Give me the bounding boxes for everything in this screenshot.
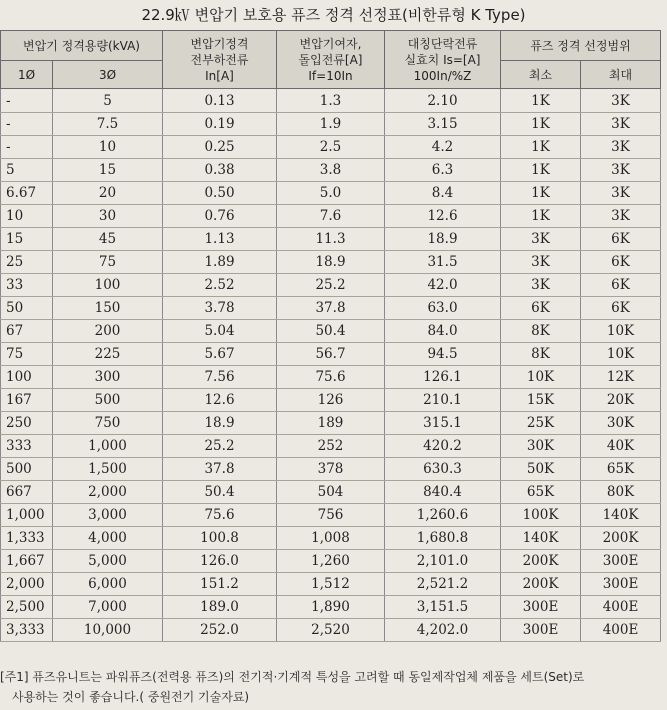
cell-short-circuit: 18.9 [385, 228, 501, 251]
cell-inrush-current: 3.8 [277, 159, 385, 182]
cell-inrush-current: 75.6 [277, 366, 385, 389]
cell-rated-current: 189.0 [163, 596, 277, 619]
cell-inrush-current: 1,890 [277, 596, 385, 619]
cell-fuse-min: 3K [501, 274, 581, 297]
table-row [1, 412, 661, 435]
cell-fuse-min: 200K [501, 550, 581, 573]
cell-rated-current: 100.8 [163, 527, 277, 550]
cell-inrush-current: 11.3 [277, 228, 385, 251]
cell-short-circuit: 63.0 [385, 297, 501, 320]
cell-fuse-min: 3K [501, 228, 581, 251]
cell-rated-current: 2.52 [163, 274, 277, 297]
cell-1-phase: 15 [1, 228, 53, 251]
cell-rated-current: 0.76 [163, 205, 277, 228]
cell-inrush-current: 5.0 [277, 182, 385, 205]
table-row [1, 458, 661, 481]
table-row [1, 228, 661, 251]
cell-rated-current: 37.8 [163, 458, 277, 481]
cell-rated-current: 151.2 [163, 573, 277, 596]
cell-fuse-max: 6K [581, 251, 661, 274]
cell-inrush-current: 2,520 [277, 619, 385, 642]
table-row [1, 573, 661, 596]
cell-3-phase: 3,000 [53, 504, 163, 527]
cell-short-circuit: 3,151.5 [385, 596, 501, 619]
cell-1-phase: - [1, 136, 53, 159]
cell-inrush-current: 756 [277, 504, 385, 527]
cell-fuse-max: 30K [581, 412, 661, 435]
cell-3-phase: 200 [53, 320, 163, 343]
header-fuse-range: 퓨즈 정격 선정범위 [501, 31, 661, 61]
cell-fuse-min: 1K [501, 182, 581, 205]
header-rated-current-line: 변압기정격 [190, 36, 249, 51]
header-capacity: 변압기 정격용량(kVA) [1, 31, 163, 61]
cell-inrush-current: 7.6 [277, 205, 385, 228]
cell-3-phase: 1,500 [53, 458, 163, 481]
cell-short-circuit: 420.2 [385, 435, 501, 458]
cell-fuse-min: 15K [501, 389, 581, 412]
cell-3-phase: 500 [53, 389, 163, 412]
cell-3-phase: 1,000 [53, 435, 163, 458]
cell-fuse-max: 3K [581, 136, 661, 159]
cell-fuse-min: 65K [501, 481, 581, 504]
footnote-line: 사용하는 것이 좋습니다.( 중원전기 기술자료) [12, 690, 250, 704]
header-rated-current [163, 31, 277, 89]
cell-3-phase: 6,000 [53, 573, 163, 596]
cell-fuse-min: 8K [501, 343, 581, 366]
cell-fuse-min: 100K [501, 504, 581, 527]
cell-1-phase: 100 [1, 366, 53, 389]
cell-1-phase: 3,333 [1, 619, 53, 642]
cell-rated-current: 0.25 [163, 136, 277, 159]
cell-fuse-max: 140K [581, 504, 661, 527]
cell-fuse-min: 6K [501, 297, 581, 320]
cell-rated-current: 126.0 [163, 550, 277, 573]
header-rated-current-line: 전부하전류 [190, 52, 249, 67]
table-row [1, 89, 661, 113]
cell-fuse-min: 1K [501, 136, 581, 159]
cell-fuse-min: 1K [501, 89, 581, 113]
cell-3-phase: 15 [53, 159, 163, 182]
cell-rated-current: 5.67 [163, 343, 277, 366]
fuse-rating-table [0, 30, 661, 642]
cell-inrush-current: 50.4 [277, 320, 385, 343]
cell-fuse-min: 1K [501, 205, 581, 228]
cell-fuse-min: 140K [501, 527, 581, 550]
header-inrush-current [277, 31, 385, 89]
cell-fuse-max: 6K [581, 274, 661, 297]
cell-fuse-max: 3K [581, 89, 661, 113]
cell-fuse-min: 200K [501, 573, 581, 596]
cell-rated-current: 1.89 [163, 251, 277, 274]
cell-inrush-current: 1.3 [277, 89, 385, 113]
cell-inrush-current: 1,260 [277, 550, 385, 573]
cell-1-phase: 1,667 [1, 550, 53, 573]
cell-fuse-max: 6K [581, 297, 661, 320]
cell-3-phase: 5 [53, 89, 163, 113]
cell-3-phase: 45 [53, 228, 163, 251]
cell-short-circuit: 1,680.8 [385, 527, 501, 550]
cell-inrush-current: 25.2 [277, 274, 385, 297]
cell-1-phase: 2,000 [1, 573, 53, 596]
cell-rated-current: 50.4 [163, 481, 277, 504]
cell-short-circuit: 2,101.0 [385, 550, 501, 573]
cell-1-phase: 333 [1, 435, 53, 458]
cell-inrush-current: 126 [277, 389, 385, 412]
table-row [1, 504, 661, 527]
cell-short-circuit: 4.2 [385, 136, 501, 159]
cell-short-circuit: 8.4 [385, 182, 501, 205]
cell-1-phase: 2,500 [1, 596, 53, 619]
header-rated-current-line: In[A] [205, 68, 234, 83]
cell-fuse-min: 1K [501, 113, 581, 136]
table-row [1, 320, 661, 343]
cell-short-circuit: 12.6 [385, 205, 501, 228]
cell-1-phase: 5 [1, 159, 53, 182]
cell-short-circuit: 31.5 [385, 251, 501, 274]
cell-rated-current: 0.50 [163, 182, 277, 205]
table-row [1, 274, 661, 297]
cell-3-phase: 5,000 [53, 550, 163, 573]
cell-short-circuit: 315.1 [385, 412, 501, 435]
table-row [1, 481, 661, 504]
cell-inrush-current: 1.9 [277, 113, 385, 136]
cell-fuse-max: 400E [581, 619, 661, 642]
header-inrush-current-line: If=10In [308, 68, 353, 83]
cell-short-circuit: 126.1 [385, 366, 501, 389]
cell-3-phase: 225 [53, 343, 163, 366]
cell-1-phase: 75 [1, 343, 53, 366]
cell-short-circuit: 94.5 [385, 343, 501, 366]
cell-rated-current: 12.6 [163, 389, 277, 412]
cell-1-phase: 500 [1, 458, 53, 481]
table-row [1, 550, 661, 573]
table-row [1, 251, 661, 274]
table-row [1, 366, 661, 389]
cell-fuse-max: 20K [581, 389, 661, 412]
header-short-circuit-line: 대칭단락전류 [407, 36, 478, 51]
cell-3-phase: 750 [53, 412, 163, 435]
cell-inrush-current: 252 [277, 435, 385, 458]
cell-short-circuit: 840.4 [385, 481, 501, 504]
cell-fuse-max: 200K [581, 527, 661, 550]
cell-inrush-current: 1,512 [277, 573, 385, 596]
cell-fuse-max: 300E [581, 550, 661, 573]
header-short-circuit-line: 100In/%Z [413, 68, 472, 83]
cell-short-circuit: 2,521.2 [385, 573, 501, 596]
header-short-circuit-line: 실효치 Is=[A] [404, 52, 481, 67]
cell-1-phase: 1,000 [1, 504, 53, 527]
cell-1-phase: 6.67 [1, 182, 53, 205]
cell-1-phase: 1,333 [1, 527, 53, 550]
cell-short-circuit: 4,202.0 [385, 619, 501, 642]
cell-inrush-current: 37.8 [277, 297, 385, 320]
cell-1-phase: 25 [1, 251, 53, 274]
table-row [1, 619, 661, 642]
cell-1-phase: 10 [1, 205, 53, 228]
cell-fuse-max: 300E [581, 573, 661, 596]
cell-fuse-min: 1K [501, 159, 581, 182]
table-row [1, 136, 661, 159]
cell-3-phase: 7,000 [53, 596, 163, 619]
cell-rated-current: 0.19 [163, 113, 277, 136]
cell-fuse-min: 25K [501, 412, 581, 435]
table-title: 22.9㎸ 변압기 보호용 퓨즈 정격 선정표(비한류형 K Type) [141, 6, 526, 24]
cell-1-phase: - [1, 113, 53, 136]
cell-fuse-max: 65K [581, 458, 661, 481]
cell-short-circuit: 210.1 [385, 389, 501, 412]
cell-3-phase: 20 [53, 182, 163, 205]
cell-rated-current: 1.13 [163, 228, 277, 251]
cell-rated-current: 252.0 [163, 619, 277, 642]
cell-inrush-current: 189 [277, 412, 385, 435]
cell-fuse-min: 30K [501, 435, 581, 458]
header-min: 최소 [501, 61, 581, 89]
cell-fuse-max: 3K [581, 205, 661, 228]
cell-fuse-max: 6K [581, 228, 661, 251]
cell-fuse-max: 10K [581, 320, 661, 343]
cell-short-circuit: 3.15 [385, 113, 501, 136]
footnote [0, 667, 667, 707]
table-row [1, 159, 661, 182]
cell-3-phase: 100 [53, 274, 163, 297]
header-phase-3: 3Ø [53, 61, 163, 89]
table-row [1, 527, 661, 550]
cell-rated-current: 7.56 [163, 366, 277, 389]
cell-inrush-current: 18.9 [277, 251, 385, 274]
cell-1-phase: 50 [1, 297, 53, 320]
cell-fuse-max: 40K [581, 435, 661, 458]
cell-1-phase: 667 [1, 481, 53, 504]
cell-inrush-current: 1,008 [277, 527, 385, 550]
cell-short-circuit: 2.10 [385, 89, 501, 113]
header-max: 최대 [581, 61, 661, 89]
cell-fuse-min: 50K [501, 458, 581, 481]
cell-rated-current: 75.6 [163, 504, 277, 527]
cell-1-phase: 33 [1, 274, 53, 297]
cell-fuse-min: 300E [501, 619, 581, 642]
table-row [1, 596, 661, 619]
cell-1-phase: - [1, 89, 53, 113]
cell-1-phase: 250 [1, 412, 53, 435]
cell-fuse-max: 3K [581, 182, 661, 205]
cell-short-circuit: 42.0 [385, 274, 501, 297]
cell-inrush-current: 56.7 [277, 343, 385, 366]
cell-fuse-max: 400E [581, 596, 661, 619]
cell-fuse-min: 3K [501, 251, 581, 274]
cell-inrush-current: 2.5 [277, 136, 385, 159]
cell-fuse-max: 80K [581, 481, 661, 504]
cell-3-phase: 10,000 [53, 619, 163, 642]
cell-fuse-min: 300E [501, 596, 581, 619]
table-row [1, 182, 661, 205]
cell-short-circuit: 1,260.6 [385, 504, 501, 527]
header-inrush-current-line: 변압기여자, [299, 36, 362, 51]
cell-1-phase: 167 [1, 389, 53, 412]
cell-fuse-max: 3K [581, 113, 661, 136]
cell-3-phase: 2,000 [53, 481, 163, 504]
table-row [1, 297, 661, 320]
cell-short-circuit: 630.3 [385, 458, 501, 481]
cell-inrush-current: 504 [277, 481, 385, 504]
header-short-circuit [385, 31, 501, 89]
cell-3-phase: 10 [53, 136, 163, 159]
cell-fuse-max: 10K [581, 343, 661, 366]
cell-fuse-max: 3K [581, 159, 661, 182]
table-body [1, 89, 661, 642]
table-row [1, 113, 661, 136]
cell-fuse-max: 12K [581, 366, 661, 389]
header-phase-1: 1Ø [1, 61, 53, 89]
cell-3-phase: 150 [53, 297, 163, 320]
cell-rated-current: 18.9 [163, 412, 277, 435]
table-row [1, 205, 661, 228]
cell-rated-current: 0.13 [163, 89, 277, 113]
cell-short-circuit: 84.0 [385, 320, 501, 343]
cell-fuse-min: 10K [501, 366, 581, 389]
cell-3-phase: 30 [53, 205, 163, 228]
footnote-line: [주1] 퓨즈유니트는 파워퓨즈(전력용 퓨즈)의 전기적·기계적 특성을 고려할 때 동일제작업체 제품을 세트(Set)로 [0, 670, 585, 684]
cell-rated-current: 25.2 [163, 435, 277, 458]
header-inrush-current-line: 돌입전류[A] [298, 52, 363, 67]
cell-3-phase: 7.5 [53, 113, 163, 136]
cell-3-phase: 4,000 [53, 527, 163, 550]
cell-inrush-current: 378 [277, 458, 385, 481]
table-row [1, 343, 661, 366]
table-row [1, 435, 661, 458]
cell-short-circuit: 6.3 [385, 159, 501, 182]
cell-3-phase: 300 [53, 366, 163, 389]
cell-fuse-min: 8K [501, 320, 581, 343]
cell-1-phase: 67 [1, 320, 53, 343]
cell-rated-current: 5.04 [163, 320, 277, 343]
cell-rated-current: 3.78 [163, 297, 277, 320]
cell-3-phase: 75 [53, 251, 163, 274]
cell-rated-current: 0.38 [163, 159, 277, 182]
table-row [1, 389, 661, 412]
